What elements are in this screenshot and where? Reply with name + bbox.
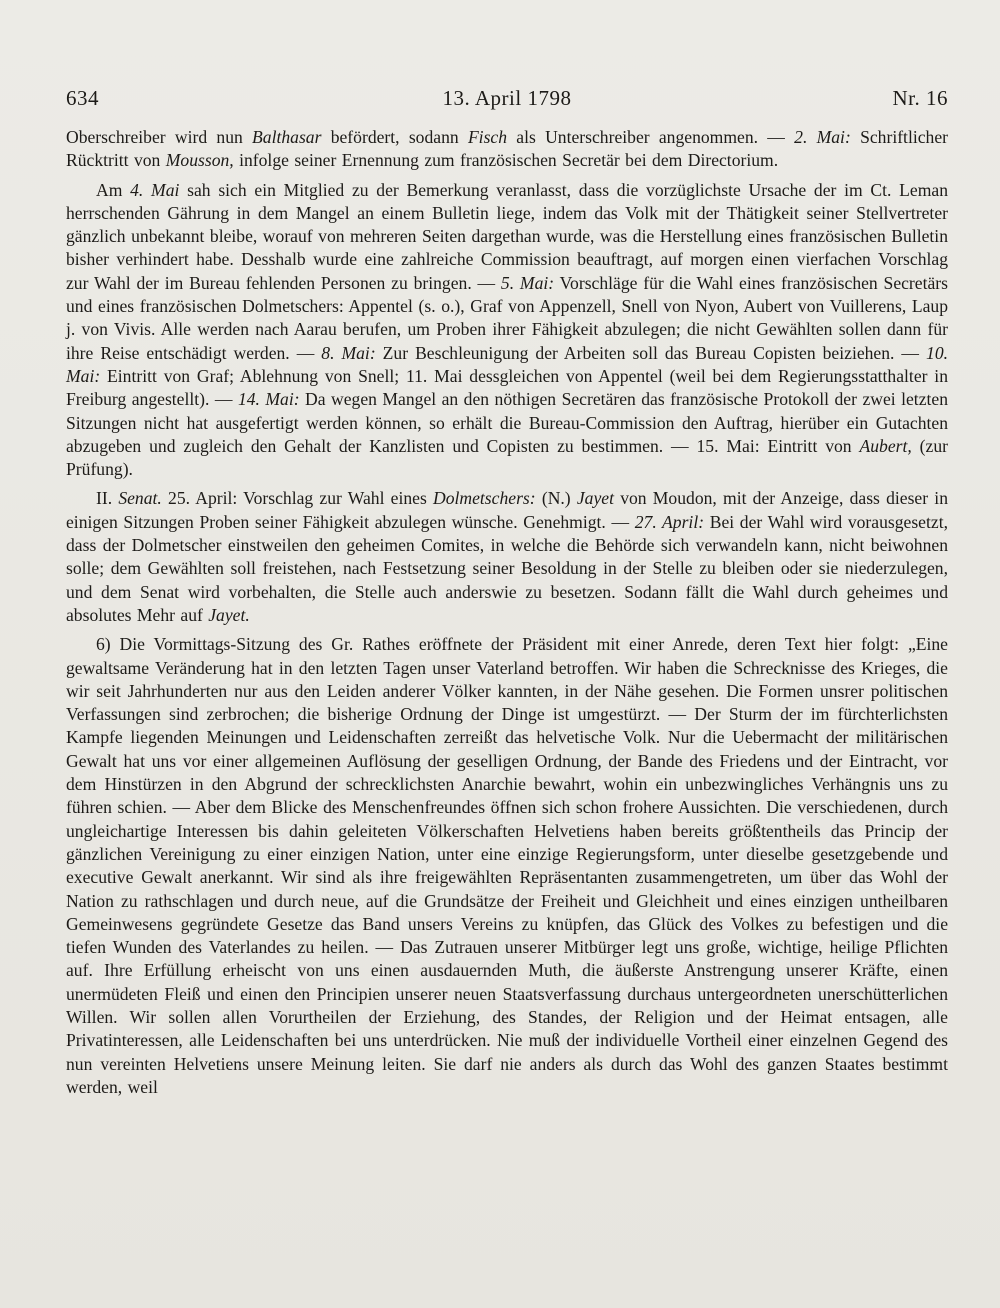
text-run: Zur Beschleunigung der Arbeiten soll das Bureau Copisten beiziehen. — <box>375 342 927 363</box>
paragraph <box>66 633 948 1099</box>
text-run: Vorschläge für die Wahl eines französischen Secretärs und eines französischen Dolmetschers: Appentel (s. o.), Graf von Appenzell, Snell von Nyon, Aubert von Vuillerens, Laup j. von Vivis. Alle werden nach Aarau berufen, um Proben ihrer Fähigkeit abzulegen; die nicht Gewählten sollen dann für ihre Reise entschädigt werden. — <box>66 272 949 363</box>
italic-text-run: 2. Mai: <box>794 127 851 147</box>
text-run: II. <box>96 488 119 509</box>
italic-text-run: 5. Mai: <box>500 272 555 293</box>
text-run: Schriftlicher Rücktritt von <box>66 127 949 171</box>
body-text <box>66 126 948 1099</box>
text-run: infolge seiner Ernennung zum französischen Secretär bei dem Directorium. <box>233 150 779 171</box>
page-header <box>66 86 948 116</box>
text-run: Am <box>96 179 131 200</box>
italic-text-run: Balthasar <box>252 127 322 147</box>
italic-text-run: Jayet <box>576 488 614 509</box>
text-run: befördert, sodann <box>321 127 468 147</box>
text-run: (N.) <box>535 488 577 509</box>
text-run: sah sich ein Mitglied zu der Bemerkung veranlasst, dass die vorzüglichste Ursache der im Ct. Leman herrschenden Gährung in dem Mangel an einem Bulletin liege, indem das Volk mit der Thätigkeit seiner Stellvertreter gänzlich unbekannt bleibe, worauf von mehreren Seiten dargethan wurde, was die Herstellung eines französischen Bulletin bisher verhindert habe. Desshalb wurde eine zahlreiche Commission beauftragt, auf morgen einen vierfachen Vorschlag zur Wahl der im Bureau fehlenden Personen zu bringen. — <box>66 179 949 293</box>
text-run: (zur Prüfung). <box>66 435 948 480</box>
text-run: 6) Die Vormittags-Sitzung des Gr. Rathes eröffnete der Präsident mit einer Anrede, deren Text hier folgt: „Eine gewaltsame Veränderung hat in den letzten Tagen unser Vaterland betroffen. Wir haben die Schrecknisse des Krieges, die wir seit Jahrhunderten nur aus den Leiden anderer Völker kannten, in der Nähe gesehen. Die Formen unsrer politischen Verfassungen sind zerbrochen; die bisherige Ordnung der Dinge ist umgestürzt. — Der Sturm der im fürchterlichsten Kampfe liegenden Meinungen und Leidenschaften zerreißt das helvetische Volk. Nur die Uebermacht der militärischen Gewalt hat uns vor einer allgemeinen Auflösung der geselligen Ordnung, der Bande des Friedens und der Eintracht, vor dem Hinstürzen in den Abgrund der schrecklichsten Anarchie bewahrt, wohin ein unbezwingliches Verhängnis uns zu führen schien. — Aber dem Blicke des Menschenfreundes öffnen sich schon frohere Aussichten. Die verschiedenen, durch ungleichartige Interessen bis dahin geleiteten Völkerschaften Helvetiens haben bereits größtentheils das Princip der gänzlichen Vereinigung zu einer einzigen Nation, unter eine einzige Regierungsform, unter dieselbe gesetzgebende und executive Gewalt anerkannt. Wir sind als ihre freigewählten Repräsentanten zusammengetreten, um über das Wohl der Nation zu rathschlagen und durch neue, auf die Grundsätze der Freiheit und Gleichheit und eines einzigen untheilbaren Gemeinwesens gegründete Gesetze das Band unsers Vereins zu knüpfen, das Glück des Volkes zu befestigen und die tiefen Wunden des Vaterlandes zu heilen. — Das Zutrauen unserer Mitbürger legt uns große, wichtige, heilige Pflichten auf. Ihre Erfüllung erheischt von uns einen ausdauernden Muth, die äußerste Anstrengung unserer Kräfte, einen unermüdeten Fleiß und einen den Principien unserer neuen Staatsverfassung durchaus untergeordneten unerschütterlichen Willen. Wir sollen allen Vorurtheilen der Erziehung, des Standes, der Religion und der Heimat entsagen, alle Privatinteressen, alle Leidenschaften bei uns unterdrücken. Nie muß der individuelle Vortheil einer einzelnen Gegend des nun vereinten Helvetiens unsere Meinung leiten. Sie darf nie anders als durch das Wohl des ganzen Staates bestimmt werden, weil <box>66 634 948 1097</box>
italic-text-run: Dolmetschers: <box>433 488 536 509</box>
paragraph <box>66 487 948 627</box>
text-run: als Unterschreiber angenommen. — <box>507 127 795 147</box>
italic-text-run: Aubert, <box>859 435 912 456</box>
text-run: von Moudon, mit der Anzeige, dass dieser in einigen Sitzungen Proben seiner Fähigkeit abzulegen wünsche. Genehmigt. — <box>66 488 948 532</box>
italic-text-run: 8. Mai: <box>321 342 376 363</box>
paragraph <box>66 126 948 173</box>
text-run: Eintritt von Graf; Ablehnung von Snell; 11. Mai dessgleichen von Appentel (weil bei dem Regierungsstatthalter in Freiburg angestellt). — <box>66 365 948 410</box>
page-number: 634 <box>66 86 99 110</box>
italic-text-run: Fisch <box>467 127 508 147</box>
italic-text-run: Senat. <box>118 488 162 509</box>
italic-text-run: 4. Mai <box>130 179 180 200</box>
italic-text-run: 27. April: <box>634 511 705 532</box>
italic-text-run: 14. Mai: <box>237 389 300 410</box>
italic-text-run: 10. Mai: <box>66 342 949 386</box>
paragraph <box>66 179 948 482</box>
text-run: 25. April: Vorschlag zur Wahl eines <box>161 488 434 509</box>
header-date: 13. April 1798 <box>442 86 572 110</box>
text-run: Bei der Wahl wird vorausgesetzt, dass der Dolmetscher einstweilen den geheimen Comites, in welche die Behörde sich verwandeln kann, nicht beiwohnen solle; dem Gewählten soll freistehen, nach Festsetzung seiner Besoldung in der Stelle zu bleiben oder sie niederzulegen, und dem Senat wird vorbehalten, die Stelle auch anderswie zu besetzen. Sodann fällt die Wahl durch geheimes und absolutes Mehr auf <box>66 511 948 625</box>
issue-number: Nr. 16 <box>892 86 948 110</box>
italic-text-run: Jayet. <box>208 604 250 625</box>
text-run: Oberschreiber wird nun <box>66 127 253 147</box>
italic-text-run: Mousson, <box>165 150 234 171</box>
text-run: Da wegen Mangel an den nöthigen Secretären das französische Protokoll der zwei letzten Sitzungen nicht hat ausgefertigt werden können, so erhält die Bureau-Commission den Auftrag, hierüber ein Gutachten abzugeben und zugleich den Gehalt der Kanzlisten und Copisten zu bestimmen. — 15. Mai: Eintritt von <box>66 389 948 456</box>
